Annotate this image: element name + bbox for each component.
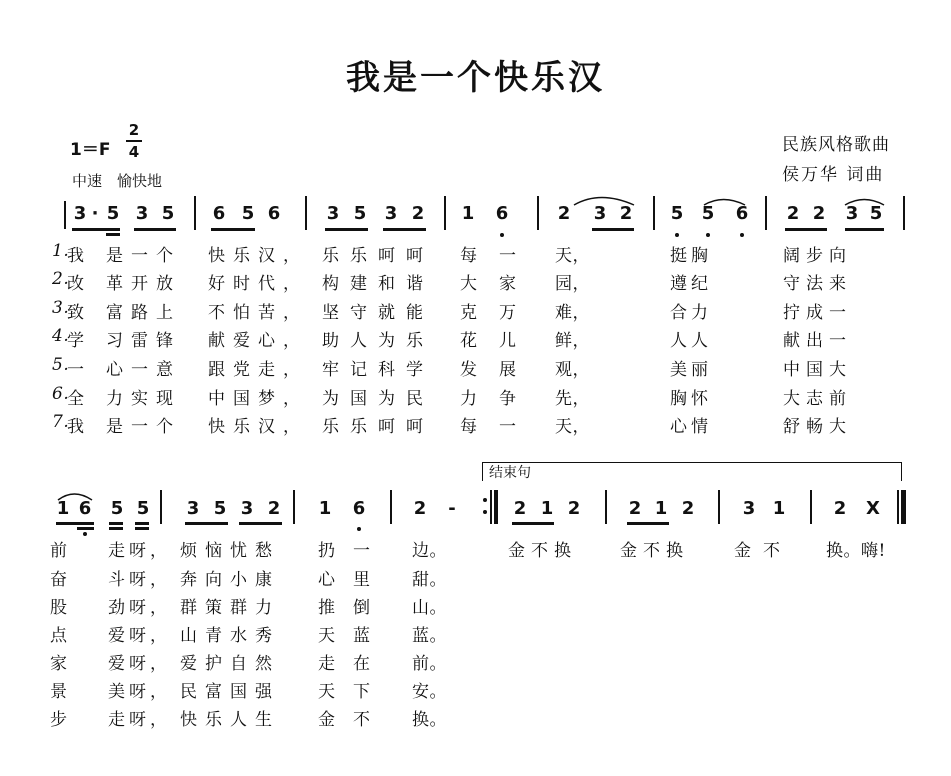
lyric: 中国大 (783, 360, 852, 380)
lyric: 我 (67, 417, 85, 437)
lyric: 心一意 (106, 360, 181, 380)
key-signature: 1＝F (70, 140, 111, 160)
lyric: 金不 (318, 710, 388, 730)
verse-number: 5. (52, 355, 70, 375)
lyric: 爱呀， (108, 654, 171, 674)
lyric: 爱呀， (108, 626, 171, 646)
beam (77, 527, 94, 530)
note: 2 (786, 203, 800, 224)
lyric: 美呀， (108, 682, 171, 702)
lyric: 改 (67, 274, 85, 294)
verse-number: 4. (52, 326, 70, 346)
lyric: 阔步向 (783, 246, 852, 266)
lyric: 前。 (412, 654, 447, 674)
note: 6 (735, 203, 749, 224)
ending-label: 结束句 (489, 465, 531, 481)
lyric: 前 (50, 541, 68, 561)
note: X (866, 498, 880, 519)
lyric: 走呀， (108, 710, 171, 730)
lyric: 家 (50, 654, 68, 674)
lyric: 好时代， (208, 274, 308, 294)
lyric: 克万 (460, 303, 538, 323)
note: 6 (78, 498, 92, 519)
song-title: 我是一个快乐汉 (346, 58, 605, 98)
lyric: 发展 (460, 360, 538, 380)
beam (512, 522, 554, 525)
lyric: 天， (555, 246, 590, 266)
beam (109, 522, 123, 525)
lyric: 助人为乐 (322, 331, 434, 351)
note: 5 (670, 203, 684, 224)
lyric: 每一 (460, 417, 538, 437)
note: 2 (812, 203, 826, 224)
lyric: 习雷锋 (106, 331, 181, 351)
note: 5 (161, 203, 175, 224)
lyric: 花儿 (460, 331, 538, 351)
note: 6 (212, 203, 226, 224)
lyric: 舒畅大 (783, 417, 852, 437)
lyric: 献出一 (783, 331, 852, 351)
lyric: 心里 (318, 570, 388, 590)
note: 6 (352, 498, 366, 519)
verse-number: 6. (52, 384, 70, 404)
lyric: 走在 (318, 654, 388, 674)
beam (56, 522, 94, 525)
note: 3 (73, 203, 87, 224)
lyric: 奔向小康 (180, 570, 280, 590)
lyric: 难， (555, 303, 590, 323)
lyric: 全 (67, 389, 85, 409)
beam (185, 522, 228, 525)
lyric: 力争 (460, 389, 538, 409)
note: 3 (240, 498, 254, 519)
lyric: 蓝。 (412, 626, 447, 646)
note: 2 (681, 498, 695, 519)
tempo-marking: 中速 愉快地 (72, 172, 163, 190)
lyric: 步 (50, 710, 68, 730)
note: 2 (628, 498, 642, 519)
time-signature-bottom: 4 (128, 142, 140, 161)
ending-lyric: 金不换 (508, 541, 577, 561)
lyric: 天， (555, 417, 590, 437)
ending-lyric: 金不换 (620, 541, 689, 561)
lyric: 富路上 (106, 303, 181, 323)
note: 5 (241, 203, 255, 224)
note: 5 (110, 498, 124, 519)
lyric: 甜。 (412, 570, 447, 590)
note: 3 (186, 498, 200, 519)
song-credit: 侯万华 词曲 (782, 165, 885, 185)
dotted-note-dot: · (91, 203, 99, 224)
note: 1 (654, 498, 668, 519)
lyric: 换。 (412, 710, 447, 730)
time-signature-top: 2 (128, 121, 140, 139)
lyric: 构建和谐 (322, 274, 434, 294)
dash: - (448, 498, 456, 519)
lyric: 快乐汉， (208, 246, 308, 266)
beam (135, 522, 149, 525)
lyric: 是一个 (106, 246, 181, 266)
lyric: 先， (555, 389, 590, 409)
note: 3 (845, 203, 859, 224)
note: 1 (461, 203, 475, 224)
lyric: 一 (67, 360, 85, 380)
note: 5 (353, 203, 367, 224)
lyric: 快乐人生 (180, 710, 280, 730)
note: 2 (413, 498, 427, 519)
lyric: 我 (67, 246, 85, 266)
note: 1 (772, 498, 786, 519)
note: 1 (56, 498, 70, 519)
note: 5 (106, 203, 120, 224)
lyric: 遵纪 (670, 274, 712, 294)
lyric: 大家 (460, 274, 538, 294)
note: 3 (742, 498, 756, 519)
note: 1 (540, 498, 554, 519)
note: 2 (833, 498, 847, 519)
lyric: 每一 (460, 246, 538, 266)
ending-lyric: 换。嗨! (826, 541, 886, 561)
verse-number: 3. (52, 298, 70, 318)
note: 6 (495, 203, 509, 224)
lyric: 劲呀， (108, 598, 171, 618)
lyric: 群策群力 (180, 598, 280, 618)
note: 6 (267, 203, 281, 224)
beam (239, 522, 282, 525)
note: 3 (326, 203, 340, 224)
lyric: 美丽 (670, 360, 712, 380)
beam (109, 527, 123, 530)
lyric: 天蓝 (318, 626, 388, 646)
note: 3 (135, 203, 149, 224)
lyric: 点 (50, 626, 68, 646)
lyric: 大志前 (783, 389, 852, 409)
lyric: 鲜， (555, 331, 590, 351)
note: 5 (136, 498, 150, 519)
lyric: 不怕苦， (208, 303, 308, 323)
verse-number: 1. (52, 241, 70, 261)
lyric: 是一个 (106, 417, 181, 437)
lyric: 心情 (670, 417, 712, 437)
lyric: 扔一 (318, 541, 388, 561)
low-octave-dot (357, 527, 361, 531)
lyric: 奋 (50, 570, 68, 590)
lyric: 挺胸 (670, 246, 712, 266)
note: 2 (619, 203, 633, 224)
lyric: 牢记科学 (322, 360, 434, 380)
note: 5 (869, 203, 883, 224)
lyric: 力实现 (106, 389, 181, 409)
lyric: 跟党走， (208, 360, 308, 380)
lyric: 烦恼忧愁 (180, 541, 280, 561)
lyric: 学 (67, 331, 85, 351)
beam (135, 527, 149, 530)
lyric: 山青水秀 (180, 626, 280, 646)
slur (58, 494, 92, 500)
lyric: 为国为民 (322, 389, 434, 409)
note: 2 (513, 498, 527, 519)
note: 2 (411, 203, 425, 224)
lyric: 革开放 (106, 274, 181, 294)
note: 5 (701, 203, 715, 224)
lyric: 走呀， (108, 541, 171, 561)
beam (627, 522, 669, 525)
lyric: 民富国强 (180, 682, 280, 702)
lyric: 股 (50, 598, 68, 618)
lyric: 园， (555, 274, 590, 294)
note: 3 (593, 203, 607, 224)
lyric: 拧成一 (783, 303, 852, 323)
lyric: 致 (67, 303, 85, 323)
lyric: 山。 (412, 598, 447, 618)
lyric: 乐乐呵呵 (322, 246, 434, 266)
song-style: 民族风格歌曲 (782, 135, 890, 155)
lyric: 景 (50, 682, 68, 702)
lyric: 合力 (670, 303, 712, 323)
note: 2 (567, 498, 581, 519)
lyric: 坚守就能 (322, 303, 434, 323)
lyric: 观， (555, 360, 590, 380)
lyric: 献爱心， (208, 331, 308, 351)
lyric: 胸怀 (670, 389, 712, 409)
lyric: 天下 (318, 682, 388, 702)
ending-lyric: 金不 (734, 541, 792, 561)
lyric: 爱护自然 (180, 654, 280, 674)
note: 2 (267, 498, 281, 519)
note: 3 (384, 203, 398, 224)
lyric: 推倒 (318, 598, 388, 618)
lyric: 人人 (670, 331, 712, 351)
note: 2 (557, 203, 571, 224)
lyric: 斗呀， (108, 570, 171, 590)
verse-number: 7. (52, 412, 70, 432)
note: 1 (318, 498, 332, 519)
lyric: 安。 (412, 682, 447, 702)
lyric: 快乐汉， (208, 417, 308, 437)
lyric: 边。 (412, 541, 447, 561)
note: 5 (213, 498, 227, 519)
lyric: 中国梦， (208, 389, 308, 409)
lyric: 乐乐呵呵 (322, 417, 434, 437)
low-octave-dot (83, 532, 87, 536)
verse-number: 2. (52, 269, 70, 289)
lyric: 守法来 (783, 274, 852, 294)
